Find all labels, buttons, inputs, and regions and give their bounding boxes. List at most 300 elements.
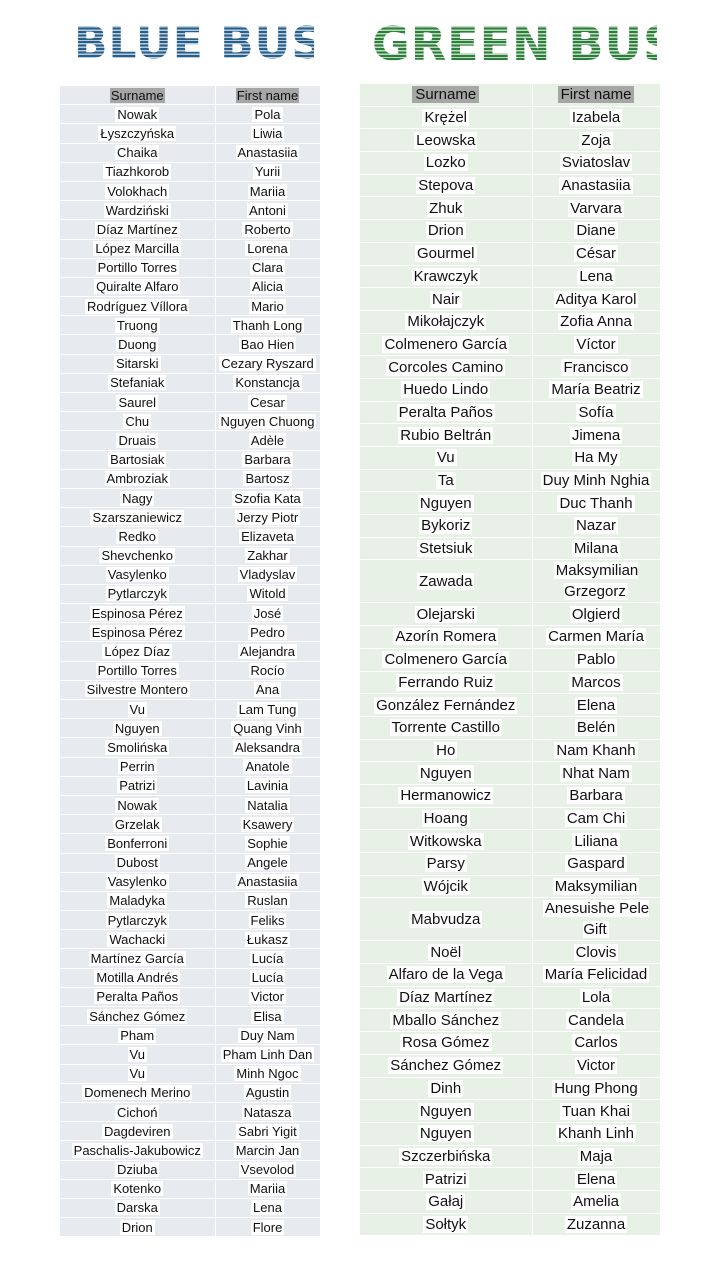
first-name-cell: Yurii xyxy=(215,162,320,181)
surname-cell: Noël xyxy=(360,941,532,964)
surname-cell: Redko xyxy=(60,527,215,546)
table-row xyxy=(360,986,660,1009)
table-row xyxy=(360,152,660,175)
surname-cell: Sołtyk xyxy=(360,1213,532,1236)
surname-cell: Mballo Sánchez xyxy=(360,1009,532,1032)
first-name-cell: Sophie xyxy=(215,834,320,853)
first-name-cell: César xyxy=(532,242,660,265)
surname-cell: Paschalis-Jakubowicz xyxy=(60,1141,215,1160)
first-name-cell: Varvara xyxy=(532,197,660,220)
surname-cell: Shevchenko xyxy=(60,546,215,565)
surname-cell: Bonferroni xyxy=(60,834,215,853)
first-name-cell: Tuan Khai xyxy=(532,1100,660,1123)
surname-cell: Łyszczyńska xyxy=(60,124,215,143)
table-row xyxy=(60,738,320,757)
first-name-cell: Sofía xyxy=(532,401,660,424)
table-row xyxy=(60,623,320,642)
table-row xyxy=(360,762,660,785)
table-row xyxy=(60,181,320,200)
first-name-cell: Thanh Long xyxy=(215,316,320,335)
first-name-cell: Lola xyxy=(532,986,660,1009)
table-row xyxy=(360,560,660,603)
surname-cell: Gałaj xyxy=(360,1190,532,1213)
surname-cell: Quiralte Alfaro xyxy=(60,277,215,296)
green-bus-rows xyxy=(360,84,660,1236)
surname-cell: Lozko xyxy=(360,152,532,175)
table-row xyxy=(360,1122,660,1145)
first-name-cell: María Beatriz xyxy=(532,378,660,401)
first-name-cell: Elena xyxy=(532,694,660,717)
surname-cell: López Díaz xyxy=(60,642,215,661)
first-name-cell: Ana xyxy=(215,680,320,699)
first-name-cell: Lena xyxy=(215,1198,320,1217)
table-row xyxy=(60,258,320,277)
surname-cell: Torrente Castillo xyxy=(360,716,532,739)
first-name-cell: Zakhar xyxy=(215,546,320,565)
first-name-cell: Barbara xyxy=(532,784,660,807)
surname-cell: Peralta Paños xyxy=(360,401,532,424)
surname-header: Surname xyxy=(60,86,215,105)
surname-cell: Wardziński xyxy=(60,201,215,220)
first-name-cell: Nam Khanh xyxy=(532,739,660,762)
first-name-cell: Elena xyxy=(532,1168,660,1191)
first-name-cell: Vsevolod xyxy=(215,1160,320,1179)
first-name-cell: Antoni xyxy=(215,201,320,220)
table-row xyxy=(60,277,320,296)
first-name-cell: Sabri Yigit xyxy=(215,1122,320,1141)
table-row xyxy=(360,694,660,717)
table-row xyxy=(360,469,660,492)
surname-cell: Kotenko xyxy=(60,1179,215,1198)
table-row xyxy=(60,680,320,699)
surname-cell: Witkowska xyxy=(360,830,532,853)
table-row xyxy=(360,401,660,424)
table-row xyxy=(60,1083,320,1102)
first-name-cell: Konstancja xyxy=(215,373,320,392)
surname-cell: Truong xyxy=(60,316,215,335)
first-name-cell: Adèle xyxy=(215,431,320,450)
first-name-cell: Ruslan xyxy=(215,891,320,910)
surname-cell: Vu xyxy=(360,447,532,470)
surname-cell: Krawczyk xyxy=(360,265,532,288)
first-name-cell: Victor xyxy=(532,1054,660,1077)
surname-cell: González Fernández xyxy=(360,694,532,717)
first-name-cell: Maja xyxy=(532,1145,660,1168)
surname-cell: Colmenero García xyxy=(360,333,532,356)
table-row xyxy=(360,1077,660,1100)
surname-cell: Vu xyxy=(60,1045,215,1064)
first-name-cell: Anastasiia xyxy=(215,872,320,891)
surname-cell: Zhuk xyxy=(360,197,532,220)
first-name-cell: Maksymilian Grzegorz xyxy=(532,560,660,603)
surname-cell: Huedo Lindo xyxy=(360,378,532,401)
table-row xyxy=(60,1007,320,1026)
first-name-cell: José xyxy=(215,604,320,623)
surname-cell: Vu xyxy=(60,700,215,719)
first-name-cell: Zuzanna xyxy=(532,1213,660,1236)
table-row xyxy=(360,830,660,853)
first-name-cell: Anastasiia xyxy=(215,143,320,162)
first-name-cell: Feliks xyxy=(215,911,320,930)
surname-cell: Duong xyxy=(60,335,215,354)
first-name-cell: Pablo xyxy=(532,648,660,671)
surname-cell: Hermanowicz xyxy=(360,784,532,807)
table-row xyxy=(60,1064,320,1083)
surname-cell: Vu xyxy=(60,1064,215,1083)
table-row xyxy=(360,898,660,941)
first-name-cell: Gaspard xyxy=(532,853,660,876)
first-name-cell: Olgierd xyxy=(532,603,660,626)
surname-cell: Patrizi xyxy=(360,1168,532,1191)
surname-cell: Nguyen xyxy=(360,1122,532,1145)
table-row xyxy=(360,492,660,515)
first-name-cell: Ksawery xyxy=(215,815,320,834)
surname-cell: Nguyen xyxy=(360,1100,532,1123)
table-row xyxy=(60,508,320,527)
surname-cell: Martínez García xyxy=(60,949,215,968)
table-row xyxy=(60,872,320,891)
first-name-cell: Natalia xyxy=(215,795,320,814)
table-row xyxy=(360,447,660,470)
table-row xyxy=(60,853,320,872)
blue-bus-header-row xyxy=(60,86,320,105)
table-row xyxy=(360,784,660,807)
first-name-cell: Belén xyxy=(532,716,660,739)
table-row xyxy=(60,987,320,1006)
table-row xyxy=(360,1213,660,1236)
table-row xyxy=(60,143,320,162)
table-row xyxy=(60,1160,320,1179)
table-row xyxy=(360,626,660,649)
surname-cell: Colmenero García xyxy=(360,648,532,671)
first-name-cell: Milana xyxy=(532,537,660,560)
first-name-cell: Duy Minh Nghia xyxy=(532,469,660,492)
surname-cell: Nguyen xyxy=(360,492,532,515)
first-name-cell: Diane xyxy=(532,220,660,243)
surname-cell: Druais xyxy=(60,431,215,450)
surname-cell: Nowak xyxy=(60,105,215,124)
surname-cell: Szczerbińska xyxy=(360,1145,532,1168)
table-row xyxy=(360,941,660,964)
table-row xyxy=(360,1190,660,1213)
surname-cell: Dagdeviren xyxy=(60,1122,215,1141)
table-row xyxy=(60,316,320,335)
table-row xyxy=(60,488,320,507)
surname-cell: Alfaro de la Vega xyxy=(360,964,532,987)
table-row xyxy=(360,1168,660,1191)
table-row xyxy=(60,1141,320,1160)
table-row xyxy=(60,968,320,987)
first-name-cell: Ha My xyxy=(532,447,660,470)
surname-header: Surname xyxy=(360,84,532,106)
first-name-cell: Anesuishe Pele Gift xyxy=(532,898,660,941)
table-row xyxy=(360,671,660,694)
surname-cell: Ho xyxy=(360,739,532,762)
surname-cell: Ta xyxy=(360,469,532,492)
table-row xyxy=(360,807,660,830)
surname-cell: Tiazhkorob xyxy=(60,162,215,181)
surname-cell: Nguyen xyxy=(60,719,215,738)
table-row xyxy=(60,891,320,910)
first-name-cell: Mario xyxy=(215,297,320,316)
surname-cell: Stepova xyxy=(360,174,532,197)
first-name-cell: Cesar xyxy=(215,393,320,412)
first-name-cell: Alicia xyxy=(215,277,320,296)
table-row xyxy=(360,875,660,898)
table-row xyxy=(360,197,660,220)
table-row xyxy=(60,450,320,469)
table-row xyxy=(60,642,320,661)
surname-cell: Rubio Beltrán xyxy=(360,424,532,447)
surname-cell: Nowak xyxy=(60,795,215,814)
surname-cell: Maladyka xyxy=(60,891,215,910)
table-row xyxy=(60,815,320,834)
surname-cell: Sitarski xyxy=(60,354,215,373)
first-name-cell: Agustin xyxy=(215,1083,320,1102)
blue-bus-table xyxy=(60,86,321,1237)
first-name-cell: Elizaveta xyxy=(215,527,320,546)
surname-cell: Drion xyxy=(60,1218,215,1237)
first-name-cell: Francisco xyxy=(532,356,660,379)
table-row xyxy=(60,431,320,450)
surname-cell: Olejarski xyxy=(360,603,532,626)
surname-cell: Sánchez Gómez xyxy=(60,1007,215,1026)
surname-cell: Rosa Gómez xyxy=(360,1032,532,1055)
first-name-cell: Anatole xyxy=(215,757,320,776)
first-name-cell: Duc Thanh xyxy=(532,492,660,515)
first-name-cell: Aleksandra xyxy=(215,738,320,757)
table-row xyxy=(360,964,660,987)
first-name-cell: Mariia xyxy=(215,181,320,200)
table-row xyxy=(360,288,660,311)
surname-cell: Díaz Martínez xyxy=(60,220,215,239)
table-row xyxy=(60,1045,320,1064)
blue-bus-rows xyxy=(60,86,320,1237)
surname-cell: Gourmel xyxy=(360,242,532,265)
table-row xyxy=(360,378,660,401)
surname-cell: Chaika xyxy=(60,143,215,162)
table-row xyxy=(60,1122,320,1141)
first-name-cell: Nhat Nam xyxy=(532,762,660,785)
table-row xyxy=(360,603,660,626)
first-name-cell: María Felicidad xyxy=(532,964,660,987)
first-name-cell: Cezary Ryszard xyxy=(215,354,320,373)
first-name-cell: Carlos xyxy=(532,1032,660,1055)
surname-cell: Espinosa Pérez xyxy=(60,604,215,623)
table-row xyxy=(60,584,320,603)
table-row xyxy=(60,949,320,968)
table-row xyxy=(60,719,320,738)
surname-cell: Darska xyxy=(60,1198,215,1217)
first-name-cell: Quang Vinh xyxy=(215,719,320,738)
surname-cell: Azorín Romera xyxy=(360,626,532,649)
surname-cell: Domenech Merino xyxy=(60,1083,215,1102)
first-name-cell: Aditya Karol xyxy=(532,288,660,311)
table-row xyxy=(60,911,320,930)
surname-cell: Smolińska xyxy=(60,738,215,757)
table-row xyxy=(60,373,320,392)
surname-cell: Chu xyxy=(60,412,215,431)
surname-cell: Mikołajczyk xyxy=(360,310,532,333)
table-row xyxy=(60,335,320,354)
first-name-cell: Pedro xyxy=(215,623,320,642)
surname-cell: Volokhach xyxy=(60,181,215,200)
first-name-cell: Rocío xyxy=(215,661,320,680)
first-name-cell: Duy Nam xyxy=(215,1026,320,1045)
table-row xyxy=(360,1032,660,1055)
surname-cell: Saurel xyxy=(60,393,215,412)
table-row xyxy=(60,105,320,124)
table-row xyxy=(60,1026,320,1045)
first-name-cell: Zoja xyxy=(532,129,660,152)
surname-cell: Peralta Paños xyxy=(60,987,215,1006)
surname-cell: Wójcik xyxy=(360,875,532,898)
first-name-cell: Bao Hien xyxy=(215,335,320,354)
surname-cell: Szarszaniewicz xyxy=(60,508,215,527)
table-row xyxy=(360,333,660,356)
first-name-cell: Lucía xyxy=(215,949,320,968)
table-row xyxy=(60,393,320,412)
surname-cell: Stetsiuk xyxy=(360,537,532,560)
surname-cell: Corcoles Camino xyxy=(360,356,532,379)
surname-cell: Díaz Martínez xyxy=(360,986,532,1009)
first-name-cell: Nazar xyxy=(532,515,660,538)
surname-cell: Hoang xyxy=(360,807,532,830)
surname-cell: Leowska xyxy=(360,129,532,152)
first-name-cell: Izabela xyxy=(532,106,660,129)
surname-cell: Parsy xyxy=(360,853,532,876)
table-row xyxy=(360,648,660,671)
surname-cell: Sánchez Gómez xyxy=(360,1054,532,1077)
surname-cell: Nguyen xyxy=(360,762,532,785)
table-row xyxy=(360,1100,660,1123)
first-name-cell: Witold xyxy=(215,584,320,603)
surname-cell: Espinosa Pérez xyxy=(60,623,215,642)
table-row xyxy=(60,412,320,431)
table-row xyxy=(60,297,320,316)
first-name-cell: Szofia Kata xyxy=(215,488,320,507)
surname-cell: Portillo Torres xyxy=(60,661,215,680)
first-name-cell: Barbara xyxy=(215,450,320,469)
table-row xyxy=(360,242,660,265)
table-row xyxy=(360,129,660,152)
first-name-cell: Marcin Jan xyxy=(215,1141,320,1160)
surname-cell: Motilla Andrés xyxy=(60,968,215,987)
first-name-cell: Elisa xyxy=(215,1007,320,1026)
table-row xyxy=(60,776,320,795)
surname-cell: Bykoriz xyxy=(360,515,532,538)
table-row xyxy=(60,469,320,488)
table-row xyxy=(60,834,320,853)
table-row xyxy=(60,220,320,239)
surname-cell: Zawada xyxy=(360,560,532,603)
first-name-cell: Khanh Linh xyxy=(532,1122,660,1145)
table-row xyxy=(60,162,320,181)
table-row xyxy=(60,795,320,814)
table-row xyxy=(60,1198,320,1217)
first-name-cell: Lorena xyxy=(215,239,320,258)
table-row xyxy=(360,424,660,447)
first-name-cell: Alejandra xyxy=(215,642,320,661)
table-row xyxy=(360,106,660,129)
table-row xyxy=(360,1145,660,1168)
table-row xyxy=(360,1054,660,1077)
first-name-cell: Cam Chi xyxy=(532,807,660,830)
green-bus-header-row xyxy=(360,84,660,106)
surname-cell: Portillo Torres xyxy=(60,258,215,277)
blue-bus-title: BLUE BUS xyxy=(74,14,314,74)
first-name-cell: Jimena xyxy=(532,424,660,447)
surname-cell: Vasylenko xyxy=(60,565,215,584)
table-row xyxy=(60,527,320,546)
first-name-header: First name xyxy=(532,84,660,106)
table-row xyxy=(60,757,320,776)
table-row xyxy=(360,853,660,876)
table-row xyxy=(360,310,660,333)
surname-cell: López Marcilla xyxy=(60,239,215,258)
table-row xyxy=(60,700,320,719)
table-row xyxy=(60,1218,320,1237)
surname-cell: Pham xyxy=(60,1026,215,1045)
first-name-cell: Roberto xyxy=(215,220,320,239)
first-name-cell: Liliana xyxy=(532,830,660,853)
table-row xyxy=(60,1179,320,1198)
table-row xyxy=(60,1102,320,1121)
surname-cell: Vasylenko xyxy=(60,872,215,891)
first-name-cell: Natasza xyxy=(215,1102,320,1121)
first-name-cell: Pham Linh Dan xyxy=(215,1045,320,1064)
table-row xyxy=(360,1009,660,1032)
first-name-cell: Mariia xyxy=(215,1179,320,1198)
first-name-cell: Maksymilian xyxy=(532,875,660,898)
first-name-cell: Pola xyxy=(215,105,320,124)
surname-cell: Nair xyxy=(360,288,532,311)
first-name-cell: Clara xyxy=(215,258,320,277)
table-row xyxy=(360,174,660,197)
first-name-cell: Zofia Anna xyxy=(532,310,660,333)
surname-cell: Dziuba xyxy=(60,1160,215,1179)
first-name-cell: Hung Phong xyxy=(532,1077,660,1100)
first-name-cell: Lavinia xyxy=(215,776,320,795)
surname-cell: Drion xyxy=(360,220,532,243)
surname-cell: Cichoń xyxy=(60,1102,215,1121)
surname-cell: Ambroziak xyxy=(60,469,215,488)
surname-cell: Rodríguez Víllora xyxy=(60,297,215,316)
surname-cell: Mabvudza xyxy=(360,898,532,941)
surname-cell: Stefaniak xyxy=(60,373,215,392)
table-row xyxy=(60,201,320,220)
surname-cell: Bartosiak xyxy=(60,450,215,469)
first-name-cell: Lucía xyxy=(215,968,320,987)
first-name-cell: Lena xyxy=(532,265,660,288)
surname-cell: Dinh xyxy=(360,1077,532,1100)
table-row xyxy=(60,930,320,949)
first-name-cell: Liwia xyxy=(215,124,320,143)
first-name-cell: Candela xyxy=(532,1009,660,1032)
first-name-cell: Nguyen Chuong xyxy=(215,412,320,431)
table-row xyxy=(60,604,320,623)
table-row xyxy=(360,356,660,379)
first-name-cell: Clovis xyxy=(532,941,660,964)
first-name-cell: Víctor xyxy=(532,333,660,356)
surname-cell: Dubost xyxy=(60,853,215,872)
surname-cell: Wachacki xyxy=(60,930,215,949)
first-name-cell: Amelia xyxy=(532,1190,660,1213)
table-row xyxy=(60,661,320,680)
surname-cell: Nagy xyxy=(60,488,215,507)
first-name-cell: Marcos xyxy=(532,671,660,694)
first-name-cell: Lam Tung xyxy=(215,700,320,719)
